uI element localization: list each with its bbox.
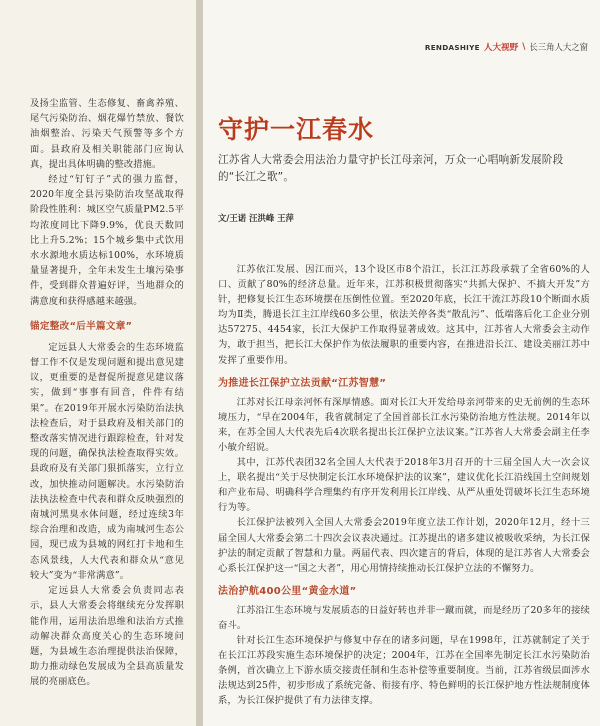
header-column-name: 长三角人大之窗 [529, 42, 588, 52]
running-header [425, 40, 588, 54]
header-latin: RENDASHIYE [424, 42, 480, 52]
left-paragraph-3: 定远县人大常委会的生态环境监督工作不仅是发现问题和提出意见建议，更重要的是督促所提意见建议落实，做到“事事有回音，件件有结果”。在2019年开展水污染防治法执法检查后，对于县政府及相关部门的整改落实情况进行跟踪检查，针对发现的问题，确保执法检查取得实效。县政府及有关部门狠抓落实，立行立改，加快推动问题解决。水污染防治法执法检查中代表和群众反映强烈的南城河黑臭水体问题，经过连续3年综合治理和改造，成为南城河生态公园，现已成为县城的网红打卡地和生态风景线，人大代表和群众从“意见较大”变为“非常满意”。 [30, 341, 184, 581]
left-paragraph-4: 定远县人大常委会负责同志表示，县人大常委会将继续充分发挥职能作用，运用法治思维和法治方式推动解决群众高度关心的生态环境问题，为县域生态治理提供法治保障，助力推动绿色发展成为全县高质量发展的亮丽底色。 [30, 585, 184, 688]
body-heading-1: 为推进长江保护立法贡献“江苏智慧” [218, 377, 387, 389]
article-title: 守护一江春水 [218, 115, 375, 144]
body-paragraph-5: 江苏沿江生态环境与发展质态的日益好转也并非一蹴而就，而是经历了20多年的接续奋斗。 [218, 604, 590, 631]
article-byline: 文/王诺 汪洪峰 王萍 [218, 213, 294, 223]
article-area [203, 0, 600, 726]
body-paragraph-4: 长江保护法被列入全国人大常委会2019年度立法工作计划，2020年12月，经十三届全国人大常委会第二十四次会议表决通过。江苏提出的诸多建议被吸收采纳，为长江保护法的制定贡献了智慧和力量。两届代表、四次建言的背后，体现的是江苏省人大常委会心系长江保护这一“国之大者”，用心用情持续推动长江保护立法的不懈努力。 [218, 517, 590, 574]
left-paragraph-1: 及扬尘监管、生态修复、畜禽养殖、尾气污染防治、烟花爆竹禁放、餐饮油烟整治、污染天气预警等多个方面。县政府及相关职能部门应询认真，提出具体明确的整改措施。 [30, 98, 184, 170]
header-section: 人大视野 [483, 43, 519, 53]
body-paragraph-2: 江苏对长江母亲河怀有深厚情感。面对长江大开发给母亲河带来的史无前例的生态环境压力，“早在2004年，我省就制定了全国首部长江水污染防治地方性法规。2014年以来，在苏全国人大代表先后4次联名提出长江保护立法议案。”江苏省人大常委会副主任李小敏介绍说。 [218, 396, 590, 453]
left-column-text [30, 96, 184, 690]
article-body [218, 262, 590, 708]
body-heading-2: 法治护航400公里“黄金水道” [218, 585, 357, 597]
left-paragraph-2: 经过“钉钉子”式的强力监督，2020年度全县污染防治攻坚战取得阶段性胜利：城区空气质量PM2.5平均浓度同比下降9.9%，优良天数同比上升5.2%；15个城乡集中式饮用水水源地水质达标100%，水环境质量显著提升，全年未发生土壤污染事件，受到群众普遍好评，当地群众的满意度和获得感越来越强。 [30, 174, 184, 307]
left-column [0, 0, 196, 726]
body-paragraph-1: 江苏依江发展、因江而兴，13个设区市8个沿江，长江江苏段承载了全省60%的人口、贡献了80%的经济总量。近年来，江苏积极贯彻落实“共抓大保护、不搞大开发”方针，把修复长江生态环境摆在压倒性位置。至2020年底，长江干流江苏段10个断面水质均为Ⅱ类，腾退长江主江岸线60多公里，依法关停各类“散乱污”、低端落后化工企业分别达57275、4454家，长江大保护工作取得显著成效。这其中，江苏省人大常委会主动作为，敢于担当，把长江大保护作为依法履职的重要内容，在推进沿长江、建设美丽江苏中发挥了重要作用。 [218, 264, 590, 366]
left-section-heading: 锚定整改“后半篇文章” [30, 320, 133, 332]
header-separator: \ [522, 42, 526, 52]
body-paragraph-6: 针对长江生态环境保护与修复中存在的诸多问题，早在1998年，江苏就制定了关于在长江江苏段实施生态环境保护的决定；2004年，江苏在全国率先制定长江水污染防治条例，首次确立上下游水质交接责任制和生态补偿等重要制度。当前，江苏省级层面涉水法规达到25件，初步形成了系统完备、衔接有序、特色鲜明的长江保护地方性法规制度体系，为长江保护提供了有力法律支撑。 [218, 634, 590, 707]
article-subtitle: 江苏省人大常委会用法治力量守护长江母亲河，万众一心唱响新发展阶段的“长江之歌”。 [218, 154, 564, 183]
body-paragraph-3: 其中，江苏代表团32名全国人大代表于2018年3月召开的十三届全国人大一次会议上，联名提出“关于尽快制定长江水环境保护法的议案”，建议优化长江沿线国土空间规划和产业布局、明确科学合理集约有序开发利用长江岸线、从严从重处罚破坏长江生态环境行为等。 [218, 457, 590, 514]
column-divider [196, 0, 203, 726]
